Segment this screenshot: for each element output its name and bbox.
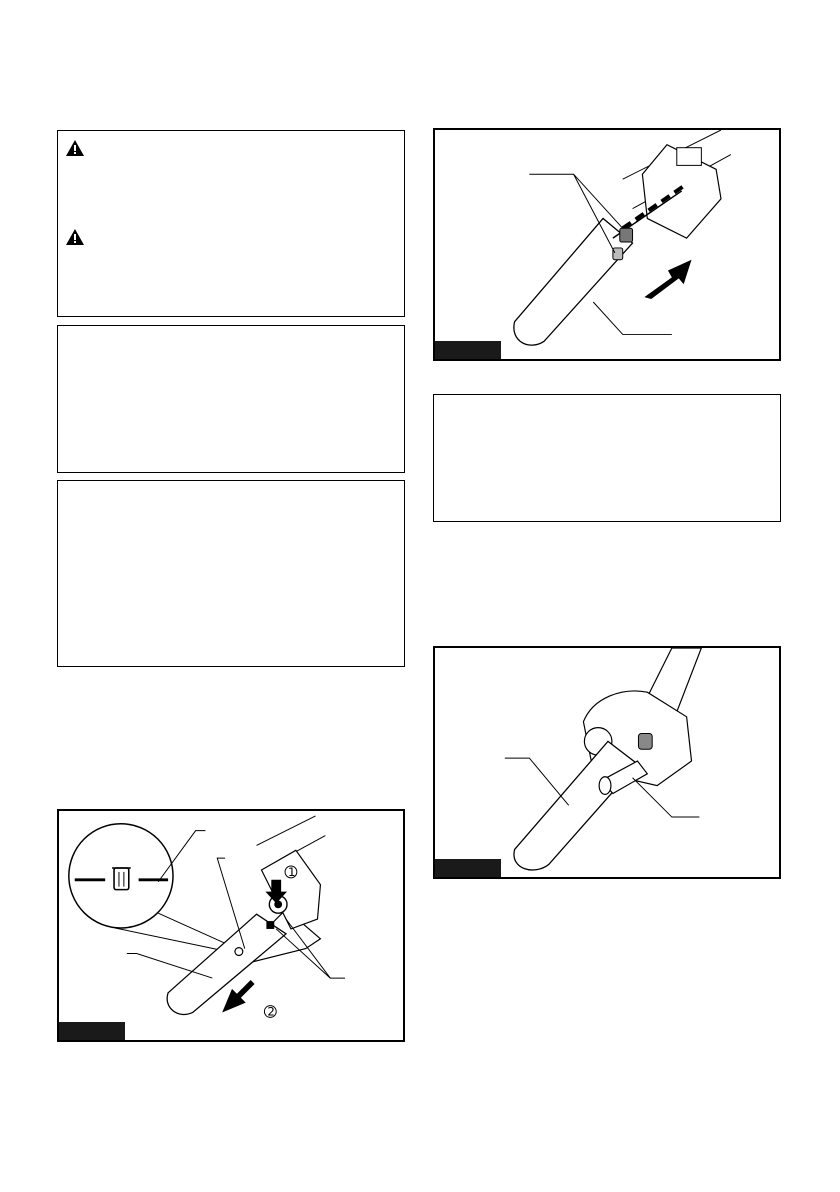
callout-mark-2: 2 (267, 1004, 275, 1019)
figure-2-nozzle-attachment (433, 128, 781, 361)
page-bottom-edge (0, 1186, 840, 1192)
warning-box (57, 130, 405, 317)
figure-1-nozzle-removal (57, 809, 405, 1042)
figure-1-illustration (59, 811, 403, 1040)
figure-number-tab (435, 341, 501, 359)
figure-number-tab (59, 1022, 125, 1040)
notice-box-3 (433, 394, 781, 522)
callout-mark-1: 1 (288, 864, 296, 879)
figure-3-illustration (435, 648, 779, 877)
figure-number-tab (435, 859, 501, 877)
notice-box-2 (57, 480, 405, 667)
warning-triangle-icon (65, 139, 85, 157)
notice-box-1 (57, 325, 405, 473)
figure-2-illustration (435, 130, 779, 359)
figure-3-nozzle-lever (433, 646, 781, 879)
warning-triangle-icon (65, 228, 85, 246)
